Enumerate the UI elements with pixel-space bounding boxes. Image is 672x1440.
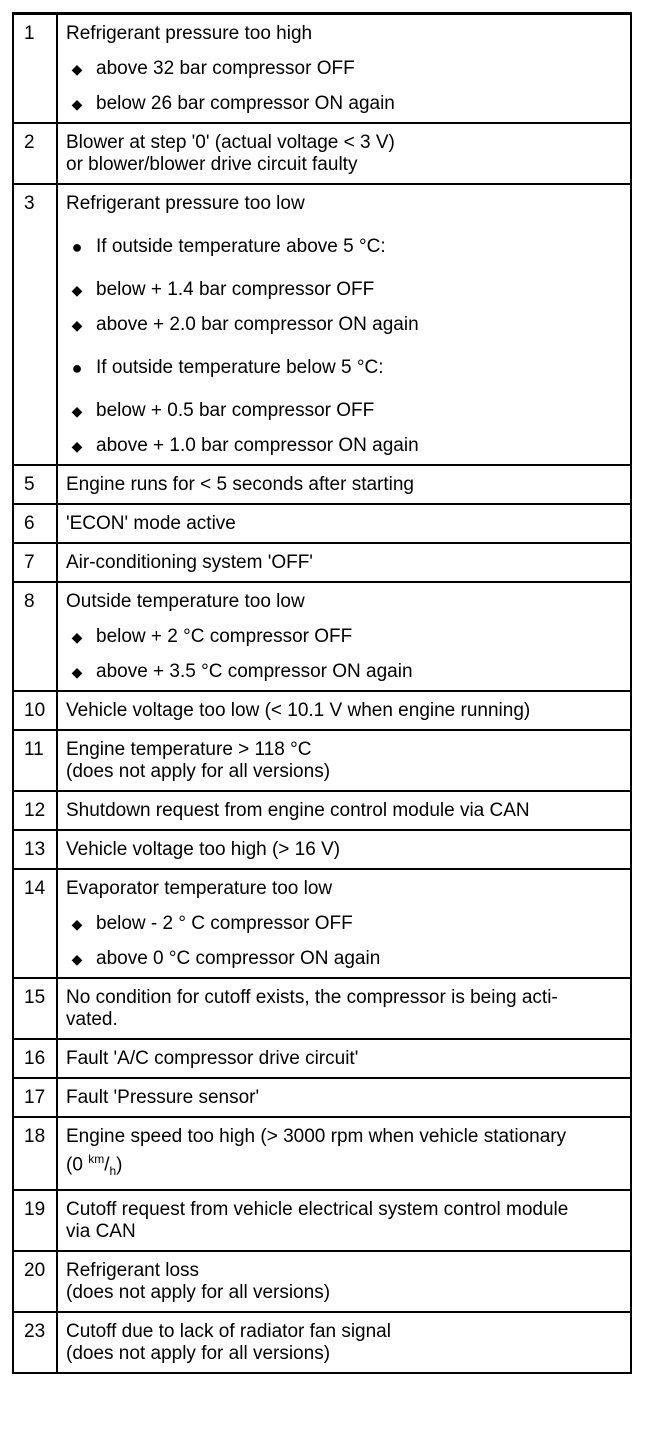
condition-item [66, 661, 622, 683]
condition-text: If outside temperature above 5 °C: [96, 236, 386, 257]
fault-description [57, 1251, 631, 1312]
fault-code: 6 [13, 504, 57, 543]
fault-description [57, 14, 631, 124]
condition-item [66, 626, 622, 648]
condition-item [66, 279, 622, 301]
condition-text: below 26 bar compressor ON again [96, 93, 395, 114]
description-line: Cutoff due to lack of radiator fan signal [66, 1321, 391, 1343]
condition-text: below + 0.5 bar compressor OFF [96, 400, 375, 421]
description-line: Engine temperature > 118 °C [66, 739, 312, 760]
fault-code: 12 [13, 791, 57, 830]
description-line: Air-conditioning system 'OFF' [66, 552, 313, 573]
description-line: Fault 'Pressure sensor' [66, 1087, 260, 1108]
description-line: (does not apply for all versions) [66, 761, 331, 782]
speed-unit-num: km [88, 1152, 105, 1166]
condition-item [66, 58, 622, 80]
fault-description [57, 978, 631, 1039]
fault-description [57, 1312, 631, 1373]
description-line: 'ECON' mode active [66, 513, 236, 534]
fault-code: 5 [13, 465, 57, 504]
description-line: via CAN [66, 1221, 136, 1243]
fault-description [57, 504, 631, 543]
description-line: Fault 'A/C compressor drive circuit' [66, 1048, 359, 1069]
description-line: Cutoff request from vehicle electrical system control module [66, 1199, 569, 1221]
fault-code: 11 [13, 730, 57, 791]
condition-item [66, 948, 622, 970]
description-line: (does not apply for all versions) [66, 1282, 331, 1304]
condition-text: below - 2 ° C compressor OFF [96, 913, 353, 934]
bullet-diamond-icon: ◆ [71, 403, 83, 419]
speed-unit-slash: / [104, 1154, 110, 1176]
table-row [13, 1078, 631, 1117]
table-row [13, 1312, 631, 1373]
fault-description [57, 123, 631, 184]
description-line: Engine speed too high (> 3000 rpm when vehicle stationary [66, 1126, 567, 1147]
fault-code: 19 [13, 1190, 57, 1251]
bullet-dot-icon: ● [71, 358, 83, 378]
description-line: Engine runs for < 5 seconds after starting [66, 474, 415, 495]
fault-code: 3 [13, 184, 57, 465]
fault-description [57, 791, 631, 830]
table-row [13, 504, 631, 543]
condition-item [66, 913, 622, 935]
fault-code: 23 [13, 1312, 57, 1373]
speed-unit-prefix: (0 [66, 1154, 89, 1176]
fault-description [57, 869, 631, 978]
bullet-diamond-icon: ◆ [71, 96, 83, 112]
table-row [13, 978, 631, 1039]
fault-code: 10 [13, 691, 57, 730]
condition-item [66, 400, 622, 422]
bullet-diamond-icon: ◆ [71, 629, 83, 645]
table-body [13, 14, 631, 1374]
fault-code: 17 [13, 1078, 57, 1117]
description-line: No condition for cutoff exists, the compressor is being acti- [66, 987, 558, 1008]
table-row [13, 691, 631, 730]
fault-code: 13 [13, 830, 57, 869]
table-row [13, 791, 631, 830]
table-row [13, 123, 631, 184]
fault-description [57, 465, 631, 504]
table-row [13, 1251, 631, 1312]
speed-unit-line [66, 1148, 622, 1182]
description-line: Refrigerant pressure too high [66, 23, 313, 44]
fault-description [57, 543, 631, 582]
table-row [13, 465, 631, 504]
fault-code: 8 [13, 582, 57, 691]
fault-code: 20 [13, 1251, 57, 1312]
fault-code: 14 [13, 869, 57, 978]
fault-description [57, 1039, 631, 1078]
fault-description [57, 691, 631, 730]
table-row [13, 582, 631, 691]
table-row [13, 1190, 631, 1251]
condition-text: above + 2.0 bar compressor ON again [96, 314, 419, 335]
speed-unit-den: h [109, 1164, 117, 1179]
fault-code: 18 [13, 1117, 57, 1190]
fault-description [57, 1190, 631, 1251]
fault-description [57, 1117, 631, 1190]
description-line: Vehicle voltage too low (< 10.1 V when engine running) [66, 700, 531, 721]
fault-description [57, 830, 631, 869]
condition-text: above + 1.0 bar compressor ON again [96, 435, 419, 456]
description-line: (does not apply for all versions) [66, 1343, 331, 1365]
bullet-diamond-icon: ◆ [71, 282, 83, 298]
condition-item [66, 435, 622, 457]
condition-text: If outside temperature below 5 °C: [96, 357, 384, 378]
fault-description [57, 730, 631, 791]
description-line: Refrigerant loss [66, 1260, 200, 1282]
table-row [13, 14, 631, 124]
condition-item [66, 314, 622, 336]
compressor-cutoff-table [12, 12, 632, 1374]
fault-code: 15 [13, 978, 57, 1039]
fault-description [57, 582, 631, 691]
table-row [13, 730, 631, 791]
bullet-diamond-icon: ◆ [71, 951, 83, 967]
table-row [13, 1039, 631, 1078]
bullet-diamond-icon: ◆ [71, 317, 83, 333]
condition-item [66, 357, 622, 379]
description-line: Shutdown request from engine control module via CAN [66, 800, 530, 821]
table-row [13, 869, 631, 978]
description-line: Vehicle voltage too high (> 16 V) [66, 839, 341, 860]
table-row [13, 830, 631, 869]
description-line: Refrigerant pressure too low [66, 193, 305, 214]
condition-text: below + 2 °C compressor OFF [96, 626, 353, 647]
bullet-diamond-icon: ◆ [71, 438, 83, 454]
bullet-diamond-icon: ◆ [71, 61, 83, 77]
fault-code: 2 [13, 123, 57, 184]
speed-unit-suffix: ) [116, 1154, 123, 1176]
fault-code: 7 [13, 543, 57, 582]
description-line: or blower/blower drive circuit faulty [66, 154, 358, 175]
condition-text: above 0 °C compressor ON again [96, 948, 381, 969]
fault-code: 1 [13, 14, 57, 124]
condition-text: above 32 bar compressor OFF [96, 58, 355, 79]
fault-description [57, 184, 631, 465]
description-line: vated. [66, 1009, 118, 1030]
table-row [13, 184, 631, 465]
description-line: Blower at step '0' (actual voltage < 3 V) [66, 132, 395, 153]
description-line: Evaporator temperature too low [66, 878, 333, 899]
condition-item [66, 93, 622, 115]
condition-text: above + 3.5 °C compressor ON again [96, 661, 413, 682]
fault-description [57, 1078, 631, 1117]
condition-text: below + 1.4 bar compressor OFF [96, 279, 375, 300]
table-row [13, 1117, 631, 1190]
fault-code: 16 [13, 1039, 57, 1078]
bullet-diamond-icon: ◆ [71, 916, 83, 932]
bullet-dot-icon: ● [71, 237, 83, 257]
bullet-diamond-icon: ◆ [71, 664, 83, 680]
condition-item [66, 236, 622, 258]
description-line: Outside temperature too low [66, 591, 305, 612]
table-row [13, 543, 631, 582]
